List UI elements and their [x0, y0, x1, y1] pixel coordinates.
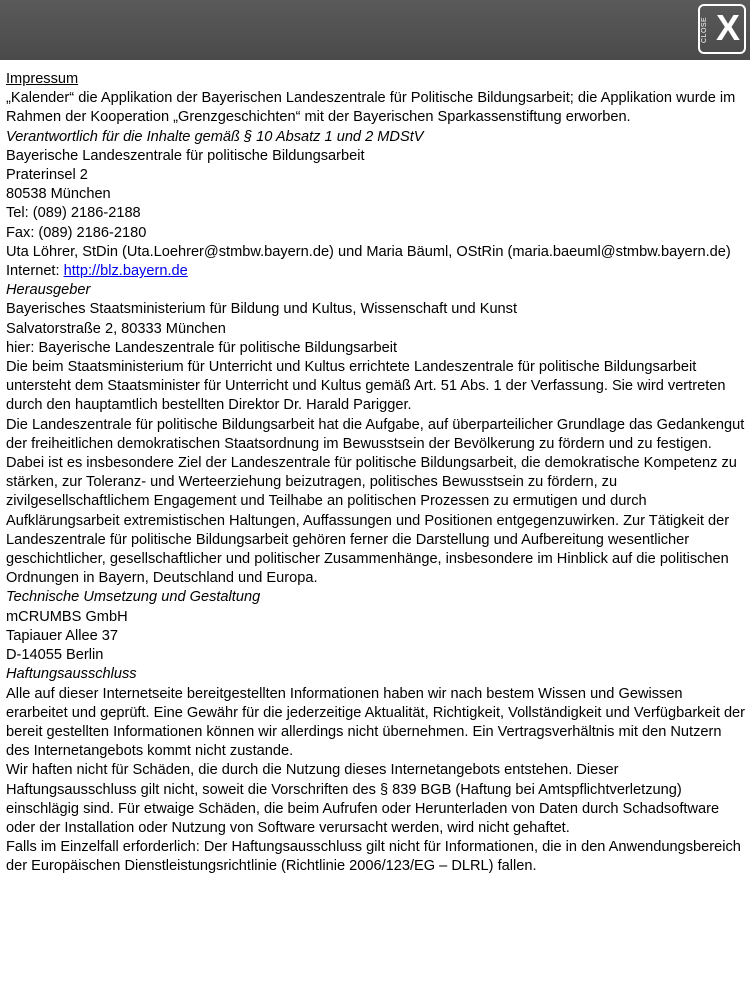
- about-paragraph-1: Die beim Staatsministerium für Unterricht und Kultus errichtete Landeszentrale für politische Bildungsarbeit untersteht dem Staatsminister für Unterricht und Kultus gemäß Art. 51 Abs. 1 der Verfassung. Sie wird vertreten durch den hauptamtlich bestellten Direktor Dr. Harald Parigger.: [6, 359, 726, 414]
- responsible-heading: Verantwortlich für die Inhalte gemäß § 10 Absatz 1 und 2 MDStV: [6, 128, 424, 145]
- liability-heading: Haftungsausschluss: [6, 666, 137, 683]
- publisher-ministry: Bayerisches Staatsministerium für Bildung und Kultus, Wissenschaft und Kunst: [6, 301, 518, 318]
- close-button[interactable]: [698, 4, 746, 54]
- tech-company: mCRUMBS GmbH: [6, 608, 128, 625]
- publisher-address: Salvatorstraße 2, 80333 München: [6, 320, 226, 337]
- tech-street: Tapiauer Allee 37: [6, 627, 118, 644]
- internet-label: Internet:: [6, 263, 64, 280]
- intro-text: „Kalender“ die Applikation der Bayerischen Landeszentrale für Politische Bildungsarbeit; die Applikation wurde im Rahmen der Kooperation „Grenzgeschichten“ mit der Bayerischen Sparkassenstiftung erworben.: [6, 90, 736, 126]
- page-title: Impressum: [6, 71, 79, 87]
- about-paragraph-2: Die Landeszentrale für politische Bildungsarbeit hat die Aufgabe, auf überparteilicher Grundlage das Gedankengut der freiheitlichen demokratischen Staatsordnung im Bewusstsein der Bevölkerung zu fördern und zu festigen. Dabei ist es insbesondere Ziel der Landeszentrale für politische Bildungsarbeit, die demokratische Kompetenz zu stärken, zur Toleranz- und Werteerziehung beizutragen, politisches Bewusstsein zu fördern, zu zivilgesellschaftlichem Engagement und Teilhabe an politischen Prozessen zu ermutigen und durch Aufklärungsarbeit extremistischen Haltungen, Auffassungen und Positionen entgegenzuwirken. Zur Tätigkeit der Landeszentrale für politische Bildungsarbeit gehören ferner die Darstellung und Aufbereitung wesentlicher geschichtlicher, gesellschaftlicher und politischer Zusammenhänge, insbesondere im Hinblick auf die politischen Ordnungen in Bayern, Deutschland und Europa.: [6, 416, 745, 587]
- close-label: CLOSE: [701, 16, 708, 44]
- publisher-here: hier: Bayerische Landeszentrale für politische Bildungsarbeit: [6, 339, 398, 356]
- responsible-tel: Tel: (089) 2186-2188: [6, 205, 141, 222]
- internet-line: [6, 262, 746, 281]
- liability-paragraph-2: Wir haften nicht für Schäden, die durch die Nutzung dieses Internetangebots entstehen. Dieser Haftungsausschluss gilt nicht, soweit die Vorschriften des § 839 BGB (Haftung bei Amtspflichtverletzung) einschlägig sind. Für etwaige Schäden, die beim Aufrufen oder Herunterladen von Daten durch Schadsoftware oder der Installation oder Nutzung von Software verursacht werden, wird nicht gehaftet.: [6, 762, 720, 836]
- responsible-org: Bayerische Landeszentrale für politische Bildungsarbeit: [6, 147, 365, 164]
- tech-heading: Technische Umsetzung und Gestaltung: [6, 589, 261, 606]
- internet-link[interactable]: http://blz.bayern.de: [63, 263, 188, 280]
- top-bar: [0, 0, 750, 60]
- publisher-heading: Herausgeber: [6, 282, 91, 299]
- liability-paragraph-3: Falls im Einzelfall erforderlich: Der Haftungsausschluss gilt nicht für Informationen, die in den Anwendungsbereich der Europäischen Dienstleistungsrichtlinie (Richtlinie 2006/123/EG – DLRL) fallen.: [6, 839, 741, 875]
- close-icon: X: [715, 7, 740, 48]
- responsible-contacts: Uta Löhrer, StDin (Uta.Loehrer@stmbw.bayern.de) und Maria Bäuml, OStRin (maria.baeuml@stmbw.bayern.de): [6, 243, 731, 260]
- responsible-street: Praterinsel 2: [6, 167, 88, 184]
- liability-paragraph-1: Alle auf dieser Internetseite bereitgestellten Informationen haben wir nach bestem Wissen und Gewissen erarbeitet und geprüft. Eine Gewähr für die jederzeitige Aktualität, Richtigkeit, Vollständigkeit und Verfügbarkeit der bereit gestellten Informationen können wir allerdings nicht übernehmen. Ein Vertragsverhältnis mit den Nutzern des Internetangebots kommt nicht zustande.: [6, 685, 746, 760]
- tech-city: D-14055 Berlin: [6, 647, 104, 664]
- responsible-fax: Fax: (089) 2186-2180: [6, 224, 147, 241]
- impressum-content: [6, 62, 746, 877]
- responsible-city: 80538 München: [6, 186, 111, 203]
